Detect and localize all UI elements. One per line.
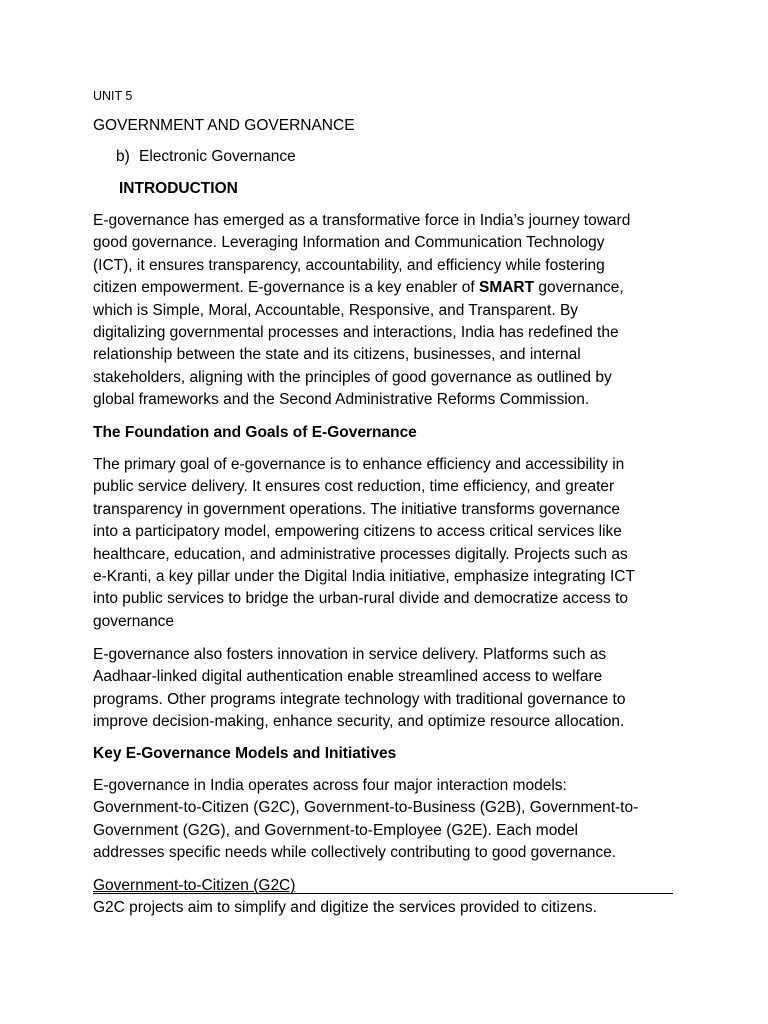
unit-label: UNIT 5 (93, 89, 133, 103)
paragraph-line: digitalizing governmental processes and interactions, India has redefined the (93, 324, 619, 342)
paragraph-line: transparency in government operations. The initiative transforms governance (93, 500, 620, 518)
foundation-paragraph-1 (93, 454, 673, 633)
paragraph-line: Government (G2G), and Government-to-Employee (G2E). Each model (93, 821, 579, 839)
intro-heading: INTRODUCTION (119, 180, 238, 197)
paragraph-line: E-governance has emerged as a transformative force in India’s journey toward (93, 212, 631, 229)
paragraph-line: E-governance in India operates across four major interaction models: (93, 777, 567, 794)
g2c-heading (93, 876, 673, 894)
paragraph-line: programs. Other programs integrate technology with traditional governance to (93, 690, 626, 708)
g2c-paragraph: G2C projects aim to simplify and digitize the services provided to citizens. (93, 899, 597, 916)
list-marker: b) (116, 148, 130, 165)
paragraph-line: stakeholders, aligning with the principles of good governance as outlined by (93, 368, 612, 386)
paragraph-line: improve decision-making, enhance security, and optimize resource allocation. (93, 713, 625, 731)
paragraph-line: (ICT), it ensures transparency, accountability, and efficiency while fostering (93, 256, 605, 274)
paragraph-line: relationship between the state and its citizens, businesses, and internal (93, 346, 581, 364)
smart-bold-text: SMART (478, 279, 535, 297)
foundation-paragraph-2 (93, 644, 673, 734)
foundation-heading: The Foundation and Goals of E-Governance (93, 424, 417, 441)
paragraph-line: addresses specific needs while collectively contributing to good governance. (93, 844, 616, 862)
paragraph-line: good governance. Leveraging Information and Communication Technology (93, 234, 605, 252)
subtitle-text: Electronic Governance (139, 148, 296, 165)
paragraph-line: e-Kranti, a key pillar under the Digital India initiative, emphasize integrating ICT (93, 568, 635, 586)
paragraph-line: into a participatory model, empowering citizens to access critical services like (93, 523, 622, 541)
g2c-heading-text: Government-to-Citizen (G2C) (93, 877, 296, 894)
paragraph-line: global frameworks and the Second Administrative Reforms Commission. (93, 391, 590, 409)
paragraph-line: Aadhaar-linked digital authentication enable streamlined access to welfare (93, 668, 603, 686)
line-text: citizen empowerment. E-governance is a key enabler of (93, 279, 479, 297)
document-title: GOVERNMENT AND GOVERNANCE (93, 117, 355, 134)
paragraph-line: into public services to bridge the urban-rural divide and democratize access to (93, 590, 629, 608)
paragraph-line: The primary goal of e-governance is to enhance efficiency and accessibility in (93, 456, 625, 473)
models-heading: Key E-Governance Models and Initiatives (93, 745, 397, 762)
paragraph-line: E-governance also fosters innovation in service delivery. Platforms such as (93, 646, 607, 663)
paragraph-line: public service delivery. It ensures cost reduction, time efficiency, and greater (93, 478, 615, 496)
section-subtitle (116, 147, 296, 167)
paragraph-line: which is Simple, Moral, Accountable, Responsive, and Transparent. By (93, 301, 579, 319)
paragraph-line (93, 277, 673, 299)
paragraph-line: Government-to-Citizen (G2C), Government-to-Business (G2B), Government-to- (93, 799, 639, 817)
models-paragraph (93, 775, 673, 865)
paragraph-line: healthcare, education, and administrative processes digitally. Projects such as (93, 545, 628, 563)
paragraph-line: governance (93, 612, 175, 630)
intro-paragraph (93, 210, 673, 412)
line-text: governance, (534, 279, 624, 297)
